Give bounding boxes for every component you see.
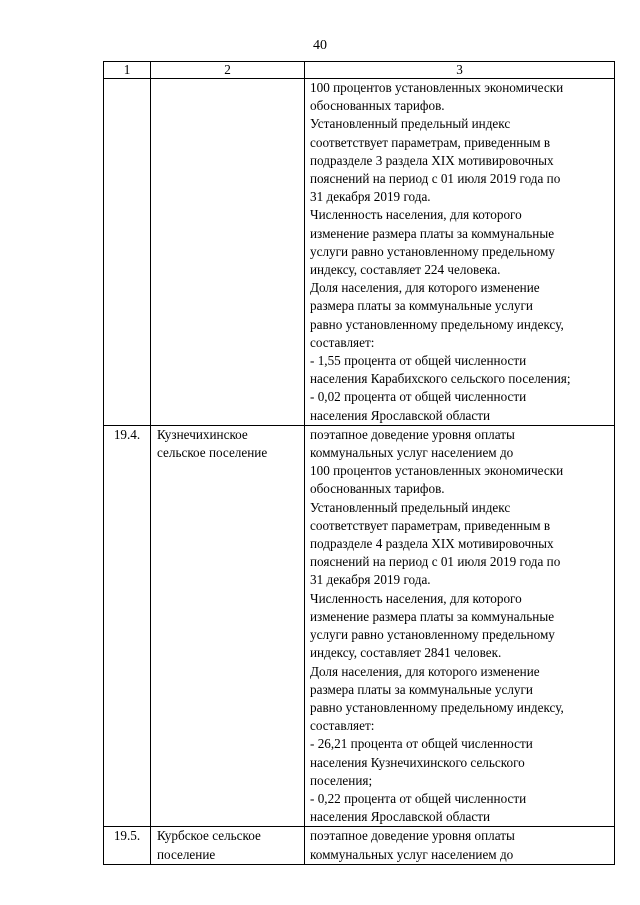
page-number: 40 xyxy=(313,38,327,53)
settlement-name-cell xyxy=(151,79,305,426)
description-line: поэтапное доведение уровня оплаты xyxy=(310,426,515,442)
description-line: обоснованных тарифов. xyxy=(310,481,445,497)
column-header-3: 3 xyxy=(305,62,615,79)
description-line: услуги равно установленному предельному xyxy=(310,243,555,259)
description-line: соответствует параметрам, приведенным в xyxy=(310,134,551,150)
description-line: 31 декабря 2019 года. xyxy=(310,189,431,205)
description-line: пояснений на период с 01 июля 2019 года по xyxy=(310,554,561,570)
settlement-name-line: Кузнечихинское xyxy=(157,426,248,442)
table-row xyxy=(104,827,615,864)
description-line: поэтапное доведение уровня оплаты xyxy=(310,828,515,844)
description-line: поселения; xyxy=(310,772,373,788)
description-line: равно установленному предельному индексу, xyxy=(310,316,564,332)
row-number xyxy=(104,79,151,426)
description-line: населения Ярославской области xyxy=(310,407,491,423)
description-line: размера платы за коммунальные услуги xyxy=(310,681,533,697)
description-line: - 1,55 процента от общей численности xyxy=(310,353,527,369)
description-line: составляет: xyxy=(310,718,375,734)
description-line: коммунальных услуг населением до xyxy=(310,846,514,862)
description-line: обоснованных тарифов. xyxy=(310,98,445,114)
description-line: 31 декабря 2019 года. xyxy=(310,572,431,588)
description-line: Численность населения, для которого xyxy=(310,590,522,606)
description-cell xyxy=(305,827,615,864)
table-row xyxy=(104,425,615,826)
table-row xyxy=(104,79,615,426)
settlement-name-line: сельское поселение xyxy=(157,445,268,461)
description-line: - 0,02 процента от общей численности xyxy=(310,389,527,405)
description-line: соответствует параметрам, приведенным в xyxy=(310,517,551,533)
tariff-table xyxy=(103,61,615,865)
settlement-name-cell xyxy=(151,425,305,826)
description-line: индексу, составляет 224 человека. xyxy=(310,262,501,278)
column-header-2: 2 xyxy=(151,62,305,79)
description-cell xyxy=(305,425,615,826)
row-number: 19.5. xyxy=(104,827,151,864)
description-line: населения Ярославской области xyxy=(310,809,491,825)
description-line: Доля населения, для которого изменение xyxy=(310,663,540,679)
description-cell xyxy=(305,79,615,426)
description-line: равно установленному предельному индексу, xyxy=(310,699,564,715)
description-line: размера платы за коммунальные услуги xyxy=(310,298,533,314)
table-header-row xyxy=(104,62,615,79)
description-line: - 0,22 процента от общей численности xyxy=(310,790,527,806)
description-line: Установленный предельный индекс xyxy=(310,116,511,132)
description-line: пояснений на период с 01 июля 2019 года по xyxy=(310,171,561,187)
description-line: населения Кузнечихинского сельского xyxy=(310,754,525,770)
row-number: 19.4. xyxy=(104,425,151,826)
description-line: подразделе 4 раздела XIX мотивировочных xyxy=(310,536,554,552)
description-line: составляет: xyxy=(310,334,375,350)
column-header-1: 1 xyxy=(104,62,151,79)
settlement-name-cell xyxy=(151,827,305,864)
description-line: Численность населения, для которого xyxy=(310,207,522,223)
description-line: - 26,21 процента от общей численности xyxy=(310,736,533,752)
settlement-name-line: Курбское сельское xyxy=(157,828,261,844)
description-line: коммунальных услуг населением до xyxy=(310,445,514,461)
description-line: индексу, составляет 2841 человек. xyxy=(310,645,502,661)
description-line: подразделе 3 раздела XIX мотивировочных xyxy=(310,152,554,168)
description-line: изменение размера платы за коммунальные xyxy=(310,608,555,624)
description-line: 100 процентов установленных экономически xyxy=(310,80,564,95)
description-line: изменение размера платы за коммунальные xyxy=(310,225,555,241)
description-line: услуги равно установленному предельному xyxy=(310,627,555,643)
description-line: Установленный предельный индекс xyxy=(310,499,511,515)
description-line: 100 процентов установленных экономически xyxy=(310,463,564,479)
settlement-name-line: поселение xyxy=(157,846,216,862)
description-line: Доля населения, для которого изменение xyxy=(310,280,540,296)
description-line: населения Карабихского сельского поселения; xyxy=(310,371,571,387)
